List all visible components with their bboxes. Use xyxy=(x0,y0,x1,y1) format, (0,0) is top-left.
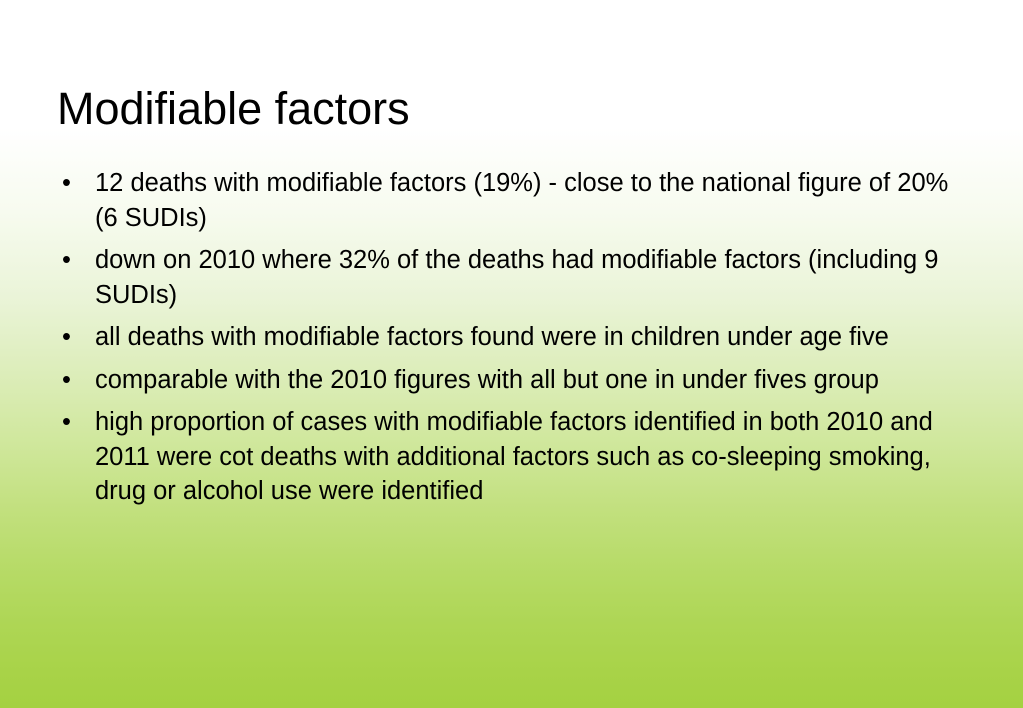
bullet-marker-icon: • xyxy=(62,169,71,197)
list-item xyxy=(57,363,977,398)
list-item-text: 12 deaths with modifiable factors (19%) - close to the national figure of 20% (6 SUDIs) xyxy=(95,169,949,232)
list-item xyxy=(57,405,977,509)
list-item-text: down on 2010 where 32% of the deaths had modifiable factors (including 9 SUDIs) xyxy=(95,246,939,309)
list-item-text: comparable with the 2010 figures with all but one in under fives group xyxy=(95,365,879,394)
list-item-text: all deaths with modifiable factors found were in children under age five xyxy=(95,323,889,351)
bullet-list xyxy=(57,166,977,517)
list-item xyxy=(57,166,977,235)
bullet-marker-icon: • xyxy=(62,365,71,394)
list-item-text: high proportion of cases with modifiable factors identified in both 2010 and 2011 were cot deaths with additional factors such as co-sleeping smoking, drug or alcohol use were identified xyxy=(95,408,933,505)
list-item xyxy=(57,243,977,312)
bullet-marker-icon: • xyxy=(62,323,71,351)
page-title: Modifiable factors xyxy=(57,83,410,135)
bullet-marker-icon: • xyxy=(62,246,71,274)
list-item xyxy=(57,320,977,355)
bullet-marker-icon: • xyxy=(62,408,71,436)
